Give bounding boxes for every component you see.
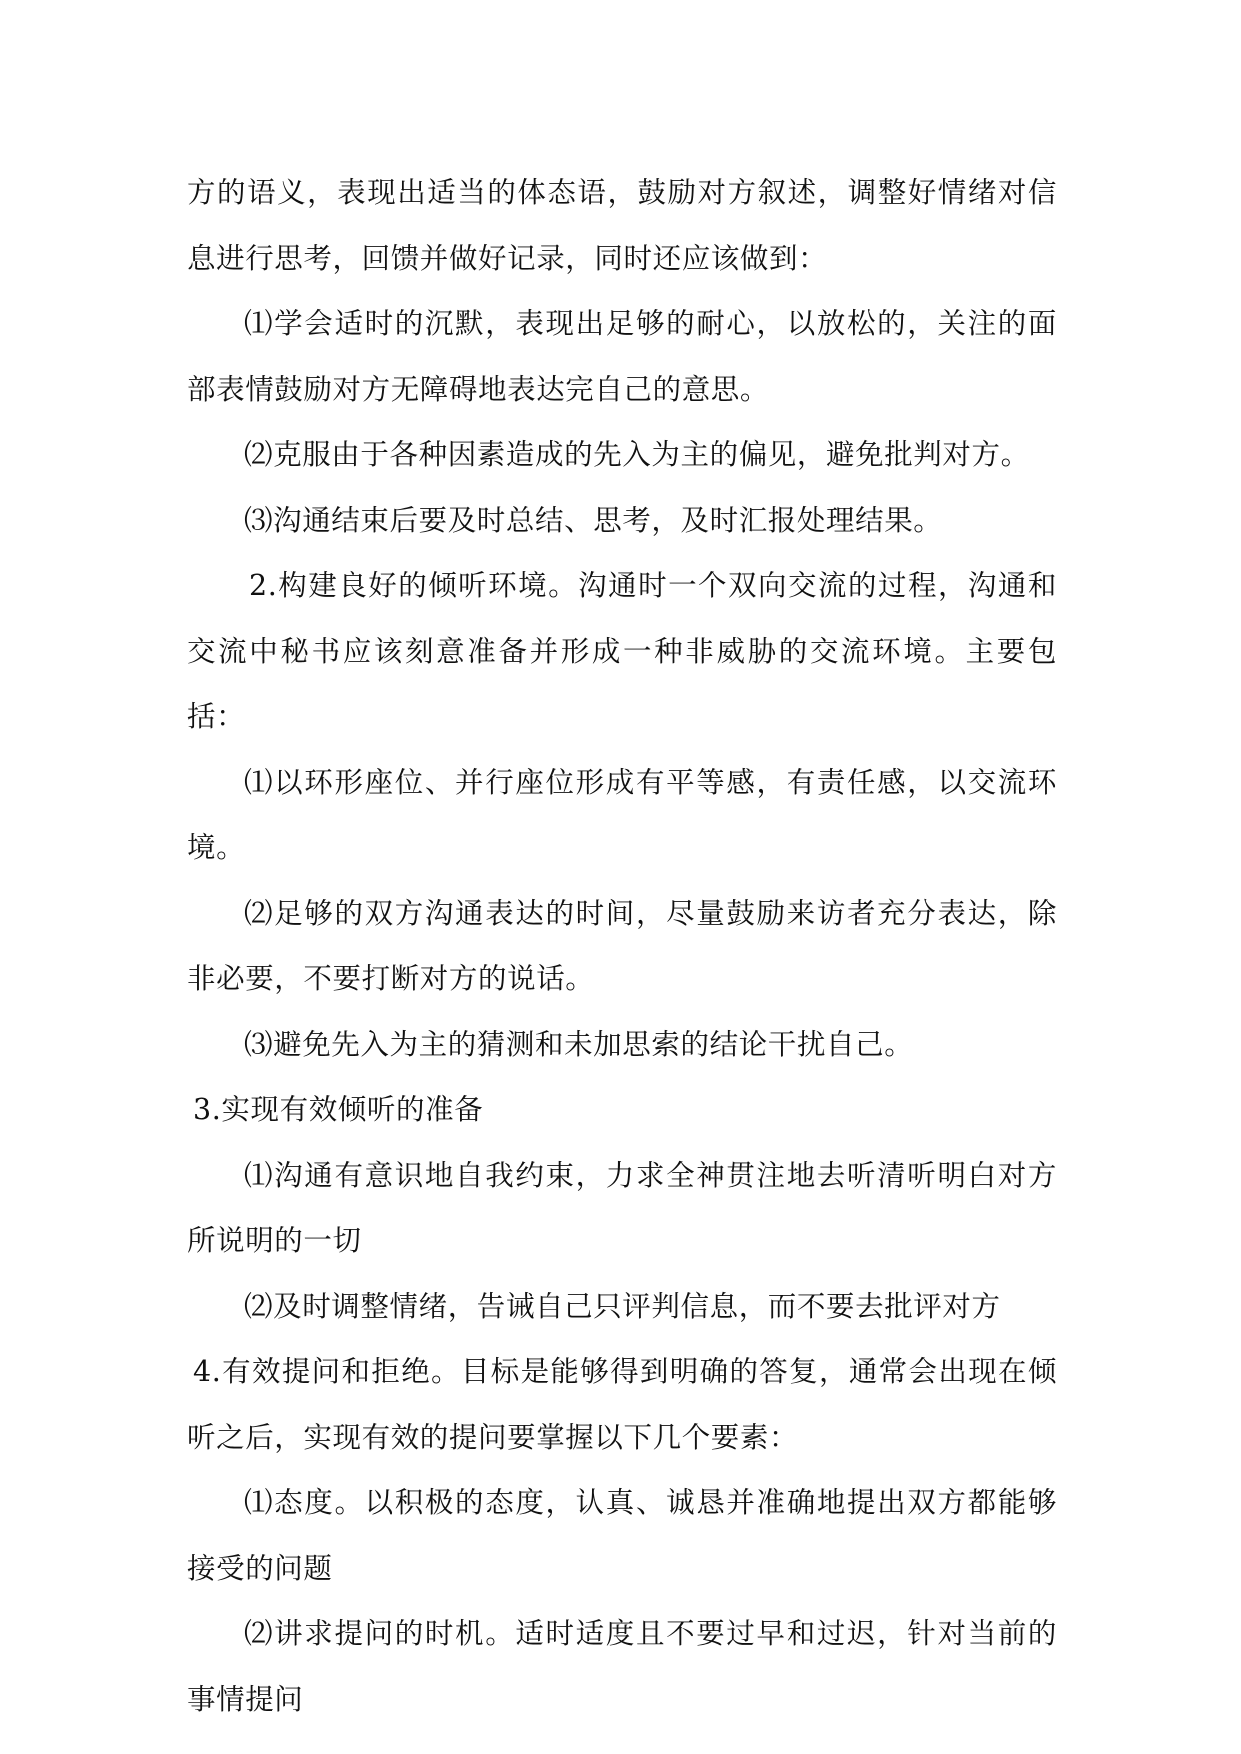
paragraph-item-summary: ⑶沟通结束后要及时总结、思考，及时汇报处理结果。 [244,503,943,537]
paragraph-item-timing: ⑵讲求提问的时机。适时适度且不要过早和过迟，针对当前的事情提问 [187,1617,1057,1716]
paragraph-item-time: ⑵足够的双方沟通表达的时间，尽量鼓励来访者充分表达，除非必要，不要打断对方的说话。 [187,896,1057,995]
paragraph-heading-questioning: 4.有效提问和拒绝。目标是能够得到明确的答复，通常会出现在倾听之后，实现有效的提问要掌握以下几个要素： [187,1355,1057,1454]
paragraph-item-emotion: ⑵及时调整情绪，告诫自己只评判信息，而不要去批评对方 [244,1289,1001,1323]
paragraph-item-avoid-guessing: ⑶避免先入为主的猜测和未加思索的结论干扰自己。 [244,1027,914,1061]
paragraph-item-prejudice: ⑵克服由于各种因素造成的先入为主的偏见，避免批判对方。 [244,438,1030,471]
paragraph-item-seating: ⑴以环形座位、并行座位形成有平等感，有责任感，以交流环境。 [187,765,1057,864]
paragraph-continuation: 方的语义，表现出适当的体态语，鼓励对方叙述，调整好情绪对信息进行思考，回馈并做好记录，同时还应该做到： [187,176,1057,275]
paragraph-item-self-control: ⑴沟通有意识地自我约束，力求全神贯注地去听清听明白对方所说明的一切 [187,1158,1057,1257]
document-body [187,160,1057,1732]
paragraph-heading-preparation: 3.实现有效倾听的准备 [193,1093,484,1126]
paragraph-heading-listening-environment: 2.构建良好的倾听环境。沟通时一个双向交流的过程，沟通和交流中秘书应该刻意准备并形成一种非威胁的交流环境。主要包括： [187,569,1057,733]
paragraph-item-attitude: ⑴态度。以积极的态度，认真、诚恳并准确地提出双方都能够接受的问题 [187,1486,1057,1585]
paragraph-item-silence: ⑴学会适时的沉默，表现出足够的耐心，以放松的，关注的面部表情鼓励对方无障碍地表达完自己的意思。 [187,307,1057,406]
